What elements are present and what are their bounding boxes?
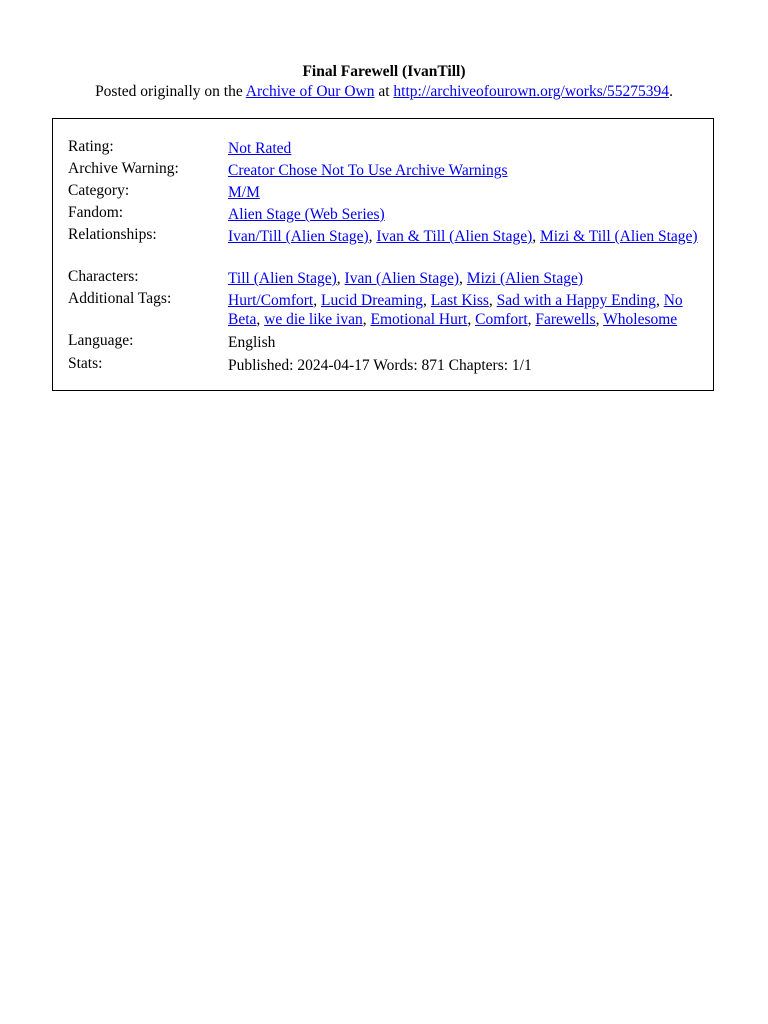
posted-line: [0, 82, 768, 102]
meta-label-category: Category:: [68, 182, 130, 199]
tag-link[interactable]: Ivan & Till (Alien Stage): [376, 228, 533, 245]
tag-link[interactable]: Sad with a Happy Ending: [496, 292, 656, 309]
meta-value-stats: Published: 2024-04-17 Words: 871 Chapters: 1/1: [228, 357, 532, 374]
tag-link[interactable]: Farewells: [535, 311, 596, 328]
tag-link[interactable]: Till (Alien Stage): [228, 270, 337, 287]
meta-value-archive-warning: [228, 161, 706, 180]
tag-link[interactable]: Mizi & Till (Alien Stage): [540, 228, 698, 245]
tag-link[interactable]: Ivan/Till (Alien Stage): [228, 228, 369, 245]
tag-link[interactable]: Wholesome: [603, 311, 678, 328]
meta-label-language: Language:: [68, 332, 134, 349]
tag-link[interactable]: Comfort: [475, 311, 528, 328]
tag-link[interactable]: Mizi (Alien Stage): [466, 270, 584, 287]
meta-label-archive-warning: Archive Warning:: [68, 160, 179, 177]
meta-label-rating: Rating:: [68, 138, 114, 155]
tag-link[interactable]: we die like ivan: [264, 311, 363, 328]
tag-link[interactable]: Hurt/Comfort: [228, 292, 314, 309]
tag-link[interactable]: No Beta: [228, 292, 683, 328]
meta-value-fandom: [228, 205, 706, 224]
meta-label-relationships: Relationships:: [68, 226, 157, 243]
meta-label-characters: Characters:: [68, 268, 139, 285]
meta-value-category: [228, 183, 706, 202]
meta-value-additional-tags: Hurt/Comfort, Lucid Dreaming, Last Kiss, Sad with a Happy Ending, No Beta, we die like ivan, Emotional Hurt, Comfort, Farewells, Wholesome: [228, 292, 683, 328]
meta-value-characters: Till (Alien Stage), Ivan (Alien Stage), Mizi (Alien Stage): [228, 270, 584, 287]
work-header: [0, 62, 768, 102]
posted-period: .: [669, 83, 673, 100]
tag-link[interactable]: Alien Stage (Web Series): [228, 206, 385, 223]
meta-value-rating: [228, 139, 706, 158]
posted-at: at: [374, 83, 394, 100]
tag-link[interactable]: Ivan (Alien Stage): [344, 270, 460, 287]
meta-value-relationships: Ivan/Till (Alien Stage), Ivan & Till (Alien Stage), Mizi & Till (Alien Stage): [228, 228, 698, 245]
work-title: Final Farewell (IvanTill): [302, 63, 466, 80]
meta-label-fandom: Fandom:: [68, 204, 124, 221]
tag-link[interactable]: Lucid Dreaming: [321, 292, 424, 309]
meta-value-language: English: [228, 334, 276, 351]
archive-link[interactable]: Archive of Our Own: [245, 83, 375, 100]
tag-link[interactable]: Emotional Hurt: [370, 311, 468, 328]
tag-link[interactable]: Creator Chose Not To Use Archive Warnings: [228, 162, 508, 179]
meta-label-stats: Stats:: [68, 355, 103, 372]
tag-link[interactable]: Last Kiss: [430, 292, 489, 309]
tag-link[interactable]: M/M: [228, 184, 260, 201]
posted-prefix: Posted originally on the: [95, 83, 246, 100]
meta-label-additional-tags: Additional Tags:: [68, 290, 172, 307]
tag-link[interactable]: Not Rated: [228, 140, 292, 157]
work-meta-box: [52, 118, 714, 391]
work-url-link[interactable]: http://archiveofourown.org/works/55275394: [393, 83, 670, 100]
